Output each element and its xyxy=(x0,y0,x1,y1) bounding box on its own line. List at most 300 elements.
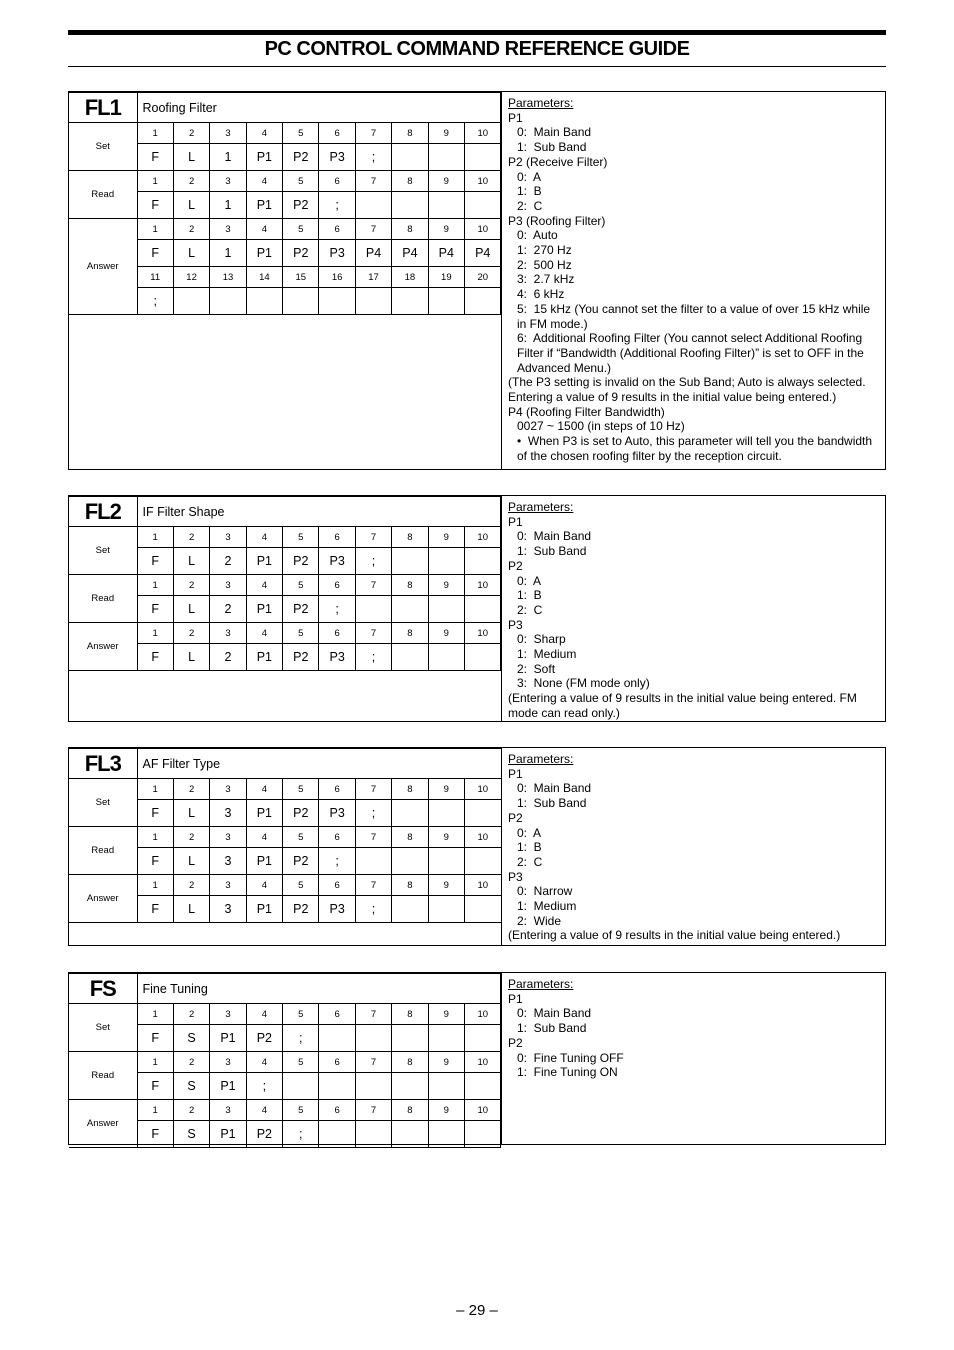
command-value-cell: L xyxy=(173,192,209,219)
position-number: 2 xyxy=(173,1052,209,1073)
command-value-cell xyxy=(319,288,355,315)
position-number: 14 xyxy=(246,267,282,288)
parameter-option: 2: C xyxy=(517,602,543,617)
position-number: 7 xyxy=(355,575,391,596)
position-number: 9 xyxy=(428,171,464,192)
parameter-label: P1 xyxy=(508,514,523,529)
command-value-cell xyxy=(392,288,428,315)
page-title: PC CONTROL COMMAND REFERENCE GUIDE xyxy=(264,38,690,60)
position-number: 8 xyxy=(392,1004,428,1025)
command-value-cell xyxy=(428,288,464,315)
command-value-cell xyxy=(246,288,282,315)
command-value-cell: P3 xyxy=(319,644,355,671)
parameter-option: 1: 270 Hz xyxy=(517,243,572,258)
position-number: 7 xyxy=(355,1100,391,1121)
position-number: 7 xyxy=(355,827,391,848)
parameter-option: 1: B xyxy=(517,184,542,199)
position-number: 8 xyxy=(392,1100,428,1121)
position-number: 10 xyxy=(465,779,502,800)
row-label-answer: Answer xyxy=(69,1100,137,1148)
command-value-cell: F xyxy=(137,1073,173,1100)
row-label-set: Set xyxy=(69,123,137,171)
command-value-cell: ; xyxy=(137,288,173,315)
position-number-row xyxy=(69,1052,501,1073)
command-value-cell: P2 xyxy=(283,240,319,267)
parameter-label: P3 (Roofing Filter) xyxy=(508,213,606,228)
position-number-row xyxy=(69,623,501,644)
position-number: 3 xyxy=(210,123,246,144)
parameter-option: 2: C xyxy=(517,854,543,869)
command-value-cell xyxy=(465,144,501,171)
row-label-read: Read xyxy=(69,827,137,875)
row-label-answer: Answer xyxy=(69,219,137,315)
parameter-label: P3 xyxy=(508,869,523,884)
command-block-fl1 xyxy=(68,91,886,470)
command-value-cell xyxy=(392,1025,428,1052)
parameter-option: 1: Medium xyxy=(517,899,577,914)
command-value-cell xyxy=(392,1073,428,1100)
parameters-heading: Parameters: xyxy=(508,977,574,991)
position-number: 10 xyxy=(465,575,501,596)
position-number: 9 xyxy=(428,219,464,240)
row-label-read: Read xyxy=(69,575,137,623)
position-number: 8 xyxy=(392,123,428,144)
parameter-option: 1: Fine Tuning ON xyxy=(517,1065,618,1080)
command-name: IF Filter Shape xyxy=(137,497,501,527)
position-number: 1 xyxy=(137,1100,173,1121)
position-number: 6 xyxy=(319,1004,355,1025)
command-value-cell xyxy=(465,800,502,827)
position-number: 6 xyxy=(319,1052,355,1073)
command-table-area xyxy=(69,496,501,671)
parameters-panel xyxy=(501,748,885,945)
command-value-cell: F xyxy=(137,1121,173,1148)
position-number: 1 xyxy=(137,1004,173,1025)
parameter-label: P4 (Roofing Filter Bandwidth) xyxy=(508,404,665,419)
command-value-cell xyxy=(428,548,464,575)
position-number: 5 xyxy=(283,219,319,240)
command-value-cell xyxy=(355,288,391,315)
position-number: 4 xyxy=(246,123,282,144)
parameter-label: P2 xyxy=(508,558,523,573)
position-number: 7 xyxy=(355,123,391,144)
command-value-cell xyxy=(428,848,464,875)
command-value-cell: 1 xyxy=(210,192,246,219)
command-format-table xyxy=(69,496,501,671)
command-value-cell: ; xyxy=(319,596,355,623)
command-value-cell xyxy=(465,848,502,875)
row-label-read: Read xyxy=(69,1052,137,1100)
position-number: 8 xyxy=(392,875,428,896)
position-number: 9 xyxy=(428,779,464,800)
command-value-cell: L xyxy=(173,144,209,171)
command-value-cell: P4 xyxy=(392,240,428,267)
command-value-cell: S xyxy=(173,1073,209,1100)
position-number: 9 xyxy=(428,575,464,596)
command-value-cell xyxy=(465,896,502,923)
row-label-answer: Answer xyxy=(69,623,137,671)
command-value-cell: P1 xyxy=(246,144,282,171)
command-value-cell: S xyxy=(173,1121,209,1148)
command-value-cell: P1 xyxy=(246,800,282,827)
position-number: 10 xyxy=(465,171,501,192)
command-value-cell: ; xyxy=(355,548,391,575)
position-number: 9 xyxy=(428,623,464,644)
position-number: 8 xyxy=(392,1052,428,1073)
position-number: 4 xyxy=(246,875,282,896)
command-name: Fine Tuning xyxy=(137,974,501,1004)
command-format-table xyxy=(69,748,502,923)
parameter-label: P2 xyxy=(508,1035,523,1050)
position-number: 9 xyxy=(428,1004,464,1025)
command-name: AF Filter Type xyxy=(137,749,501,779)
parameters-heading: Parameters: xyxy=(508,752,574,766)
parameter-option: 1: B xyxy=(517,588,542,603)
command-value-cell xyxy=(392,1121,428,1148)
command-value-cell: P4 xyxy=(355,240,391,267)
command-value-cell: F xyxy=(137,240,173,267)
parameter-label: P1 xyxy=(508,110,523,125)
position-number: 8 xyxy=(392,779,428,800)
command-value-cell: P2 xyxy=(283,548,319,575)
command-value-cell: 2 xyxy=(210,596,246,623)
command-value-cell: F xyxy=(137,896,173,923)
position-number: 3 xyxy=(210,875,246,896)
command-format-table xyxy=(69,973,501,1148)
parameter-option: 2: Wide xyxy=(517,913,562,928)
position-number: 3 xyxy=(210,171,246,192)
command-value-cell xyxy=(392,192,428,219)
command-value-cell: ; xyxy=(355,896,391,923)
command-value-cell: F xyxy=(137,800,173,827)
command-value-cell: P3 xyxy=(319,896,355,923)
command-value-cell xyxy=(355,1121,391,1148)
parameters-panel xyxy=(501,496,885,721)
position-number-row xyxy=(69,827,501,848)
command-value-cell xyxy=(465,288,501,315)
position-number: 9 xyxy=(428,527,464,548)
command-value-cell: P1 xyxy=(246,896,282,923)
position-number: 4 xyxy=(246,1100,282,1121)
position-number: 1 xyxy=(137,779,173,800)
position-number-row xyxy=(69,219,501,240)
parameter-label: (Entering a value of 9 results in the initial value being entered. FM mode can read only.) xyxy=(508,691,861,720)
command-value-cell xyxy=(428,192,464,219)
parameter-option: 0: Main Band xyxy=(517,781,592,796)
parameter-option: 1: Sub Band xyxy=(517,796,587,811)
position-number: 5 xyxy=(283,779,319,800)
position-number: 5 xyxy=(283,1052,319,1073)
command-value-cell: P1 xyxy=(210,1073,246,1100)
position-number: 3 xyxy=(210,219,246,240)
parameter-label: P2 xyxy=(508,810,523,825)
command-value-cell: ; xyxy=(319,848,355,875)
parameter-option: 5: 15 kHz (You cannot set the filter to a value of over 15 kHz while in FM mode.) xyxy=(517,301,874,331)
command-value-cell xyxy=(428,1121,464,1148)
command-value-cell xyxy=(465,1073,501,1100)
position-number: 4 xyxy=(246,575,282,596)
command-value-cell xyxy=(210,288,246,315)
position-number: 6 xyxy=(319,123,355,144)
position-number: 9 xyxy=(428,875,464,896)
command-code: FS xyxy=(69,974,137,1004)
position-number: 1 xyxy=(137,527,173,548)
parameters-heading: Parameters: xyxy=(508,500,574,514)
position-number: 8 xyxy=(392,827,428,848)
parameter-label: (Entering a value of 9 results in the initial value being entered.) xyxy=(508,928,841,943)
position-number: 9 xyxy=(428,1052,464,1073)
position-number: 8 xyxy=(392,623,428,644)
position-number: 3 xyxy=(210,575,246,596)
position-number: 2 xyxy=(173,875,209,896)
position-number: 6 xyxy=(319,527,355,548)
command-value-cell xyxy=(465,548,501,575)
position-number: 4 xyxy=(246,219,282,240)
position-number: 2 xyxy=(173,779,209,800)
command-value-cell: F xyxy=(137,596,173,623)
position-number: 8 xyxy=(392,171,428,192)
parameters-panel xyxy=(501,973,885,1144)
parameter-option: 0: Auto xyxy=(517,228,558,243)
position-number-row xyxy=(69,527,501,548)
command-value-cell: P2 xyxy=(283,192,319,219)
command-value-cell: P1 xyxy=(246,192,282,219)
parameter-option: 0: A xyxy=(517,169,542,184)
command-value-cell: ; xyxy=(355,644,391,671)
position-number: 2 xyxy=(173,827,209,848)
command-value-cell xyxy=(319,1073,355,1100)
parameter-option: 1: Medium xyxy=(517,647,577,662)
command-value-cell: P3 xyxy=(319,144,355,171)
command-value-cell xyxy=(465,644,501,671)
position-number: 10 xyxy=(465,219,501,240)
position-number: 7 xyxy=(355,1052,391,1073)
command-value-cell xyxy=(392,800,428,827)
parameter-option: 4: 6 kHz xyxy=(517,287,565,302)
command-value-cell: P3 xyxy=(319,800,355,827)
parameter-option: 1: Sub Band xyxy=(517,544,587,559)
position-number: 2 xyxy=(173,1004,209,1025)
parameters-panel xyxy=(501,92,885,469)
row-label-read: Read xyxy=(69,171,137,219)
position-number-row xyxy=(69,875,501,896)
command-value-cell xyxy=(392,144,428,171)
command-value-cell xyxy=(173,288,209,315)
command-value-cell: P2 xyxy=(283,848,319,875)
command-format-table xyxy=(69,92,501,315)
parameter-option: 1: B xyxy=(517,840,542,855)
command-value-cell: L xyxy=(173,896,209,923)
command-value-cell: P2 xyxy=(283,896,319,923)
command-table-area xyxy=(69,973,501,1148)
command-name: Roofing Filter xyxy=(137,93,501,123)
position-number: 9 xyxy=(428,123,464,144)
position-number: 7 xyxy=(355,875,391,896)
command-value-cell: 2 xyxy=(210,548,246,575)
position-number: 19 xyxy=(428,267,464,288)
parameter-option: 0: Narrow xyxy=(517,884,573,899)
position-number: 16 xyxy=(319,267,355,288)
position-number: 5 xyxy=(283,1004,319,1025)
position-number: 5 xyxy=(283,575,319,596)
command-code: FL2 xyxy=(69,497,137,527)
position-number: 5 xyxy=(283,875,319,896)
position-number: 2 xyxy=(173,219,209,240)
position-number: 9 xyxy=(428,827,464,848)
position-number: 4 xyxy=(246,623,282,644)
command-value-cell xyxy=(428,1073,464,1100)
position-number: 5 xyxy=(283,827,319,848)
position-number: 4 xyxy=(246,827,282,848)
position-number: 3 xyxy=(210,827,246,848)
position-number: 5 xyxy=(283,527,319,548)
command-value-cell: F xyxy=(137,1025,173,1052)
position-number: 10 xyxy=(465,875,502,896)
command-value-cell: ; xyxy=(283,1121,319,1148)
command-value-cell: P1 xyxy=(210,1025,246,1052)
command-value-cell: ; xyxy=(246,1073,282,1100)
position-number: 1 xyxy=(137,875,173,896)
position-number: 1 xyxy=(137,827,173,848)
position-number: 4 xyxy=(246,171,282,192)
command-block-fs xyxy=(68,972,886,1145)
position-number: 1 xyxy=(137,623,173,644)
position-number: 18 xyxy=(392,267,428,288)
position-number: 6 xyxy=(319,1100,355,1121)
row-label-answer: Answer xyxy=(69,875,137,923)
command-value-cell xyxy=(319,1121,355,1148)
command-value-cell: F xyxy=(137,144,173,171)
position-number-row xyxy=(69,1100,501,1121)
command-value-cell xyxy=(355,1073,391,1100)
command-value-cell: P2 xyxy=(283,144,319,171)
command-value-cell xyxy=(392,848,428,875)
position-number: 8 xyxy=(392,219,428,240)
position-number: 10 xyxy=(465,1004,501,1025)
position-number: 3 xyxy=(210,779,246,800)
command-value-cell xyxy=(428,896,464,923)
position-number: 17 xyxy=(355,267,391,288)
position-number-row xyxy=(69,1004,501,1025)
position-number: 1 xyxy=(137,575,173,596)
position-number: 9 xyxy=(428,1100,464,1121)
command-table-area xyxy=(69,748,501,923)
command-value-cell xyxy=(283,1073,319,1100)
position-number: 6 xyxy=(319,219,355,240)
command-block-fl2 xyxy=(68,495,886,722)
command-value-cell xyxy=(465,596,501,623)
command-value-cell: 1 xyxy=(210,240,246,267)
position-number: 3 xyxy=(210,1004,246,1025)
position-number: 7 xyxy=(355,779,391,800)
command-value-cell: P1 xyxy=(246,596,282,623)
position-number: 5 xyxy=(283,623,319,644)
command-value-cell: 3 xyxy=(210,800,246,827)
command-value-cell: 2 xyxy=(210,644,246,671)
command-value-cell: F xyxy=(137,848,173,875)
command-code: FL1 xyxy=(69,93,137,123)
parameters-heading: Parameters: xyxy=(508,96,574,110)
parameter-option: 0: Main Band xyxy=(517,1006,592,1021)
command-value-cell xyxy=(428,644,464,671)
command-value-cell xyxy=(355,848,391,875)
position-number-row xyxy=(69,171,501,192)
header-rule xyxy=(68,66,886,67)
parameter-option: 0: Fine Tuning OFF xyxy=(517,1050,624,1065)
command-value-cell: P4 xyxy=(465,240,501,267)
command-value-cell xyxy=(392,644,428,671)
command-value-cell xyxy=(355,192,391,219)
command-value-cell: P1 xyxy=(246,644,282,671)
command-value-cell xyxy=(355,1025,391,1052)
command-value-cell: F xyxy=(137,192,173,219)
command-value-cell: P2 xyxy=(246,1025,282,1052)
parameter-option: 0: A xyxy=(517,825,542,840)
command-value-cell xyxy=(392,548,428,575)
position-number: 8 xyxy=(392,575,428,596)
position-number: 7 xyxy=(355,623,391,644)
command-value-cell: P2 xyxy=(283,644,319,671)
position-number: 5 xyxy=(283,123,319,144)
position-number: 1 xyxy=(137,1052,173,1073)
parameter-option: 0: Sharp xyxy=(517,632,566,647)
command-value-cell xyxy=(465,192,501,219)
position-number: 10 xyxy=(465,123,501,144)
position-number: 3 xyxy=(210,1052,246,1073)
position-number: 8 xyxy=(392,527,428,548)
command-value-cell xyxy=(428,1025,464,1052)
position-number: 6 xyxy=(319,623,355,644)
position-number: 6 xyxy=(319,827,355,848)
parameter-label: P2 (Receive Filter) xyxy=(508,154,608,169)
position-number: 5 xyxy=(283,171,319,192)
command-value-cell: P4 xyxy=(428,240,464,267)
command-value-cell: L xyxy=(173,800,209,827)
command-value-cell xyxy=(428,144,464,171)
command-value-cell: P1 xyxy=(246,848,282,875)
position-number: 15 xyxy=(283,267,319,288)
position-number: 2 xyxy=(173,171,209,192)
command-value-cell: P2 xyxy=(283,800,319,827)
command-value-cell: L xyxy=(173,548,209,575)
position-number: 11 xyxy=(137,267,173,288)
command-value-cell: P3 xyxy=(319,240,355,267)
position-number: 6 xyxy=(319,875,355,896)
position-number: 10 xyxy=(465,623,501,644)
position-number: 3 xyxy=(210,1100,246,1121)
command-value-cell: S xyxy=(173,1025,209,1052)
position-number: 13 xyxy=(210,267,246,288)
command-value-cell xyxy=(392,896,428,923)
command-value-cell: 3 xyxy=(210,896,246,923)
position-number-row xyxy=(69,779,501,800)
row-label-set: Set xyxy=(69,527,137,575)
parameter-option: • When P3 is set to Auto, this parameter will tell you the bandwidth of the chosen roofing filter by the reception circuit. xyxy=(517,434,876,463)
command-value-cell: L xyxy=(173,848,209,875)
command-value-cell xyxy=(392,596,428,623)
command-value-cell: L xyxy=(173,240,209,267)
position-number: 2 xyxy=(173,623,209,644)
position-number: 4 xyxy=(246,779,282,800)
position-number: 1 xyxy=(137,123,173,144)
parameter-option: 3: 2.7 kHz xyxy=(517,272,575,287)
row-label-set: Set xyxy=(69,1004,137,1052)
position-number: 10 xyxy=(465,827,502,848)
parameter-option: 0027 ~ 1500 (in steps of 10 Hz) xyxy=(517,419,685,434)
parameter-option: 2: C xyxy=(517,198,543,213)
page-number: – 29 – xyxy=(456,1302,498,1319)
position-number: 7 xyxy=(355,171,391,192)
